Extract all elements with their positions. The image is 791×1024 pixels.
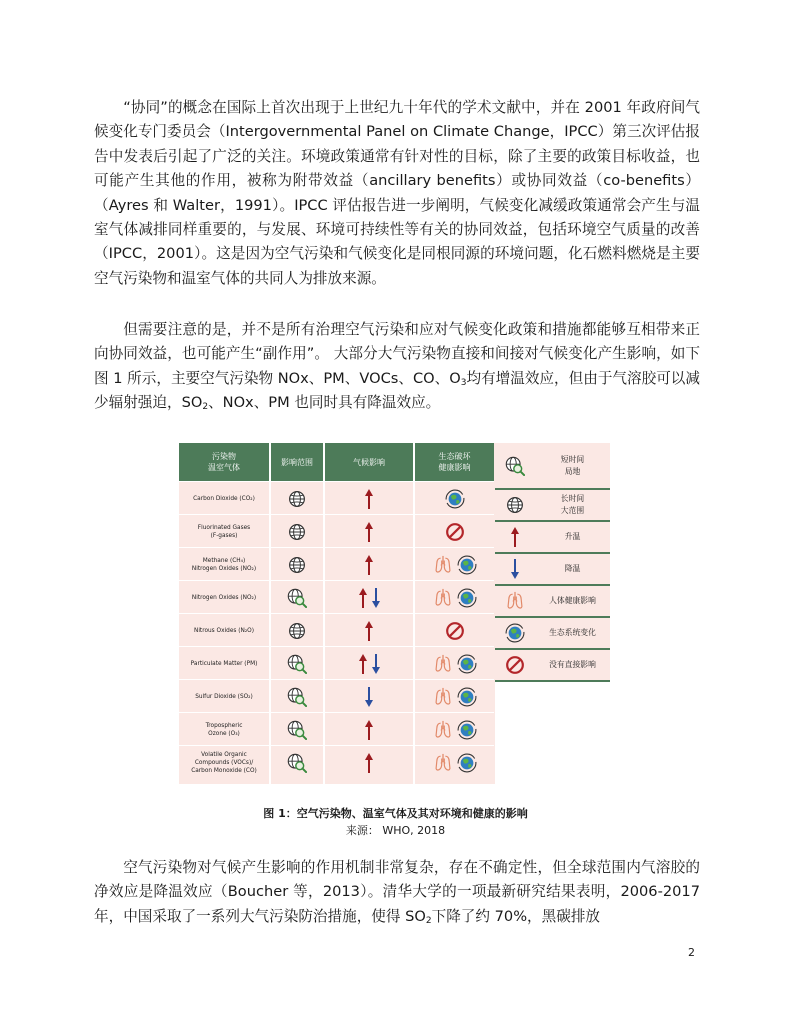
legend-label: 降温 [564,564,581,573]
table-row [179,514,494,548]
pollutant-name: Tropospheric Ozone (O₃) [205,722,243,737]
table-row [179,679,494,713]
p3-text-b: 下降了约 70%，黑碳排放 [431,907,601,925]
eco-health-cell [415,713,494,746]
p2-subscript-o3: 3 [460,377,467,388]
p2-subscript-so2: 2 [202,402,209,413]
p3-text-a: 空气污染物对气候产生影响的作用机制非常复杂，存在不确定性，但全球范围内气溶胶的净效应是降温效应（Boucher 等，2013）。清华大学的一项最新研究结果表明，2006-2017 年，中国采取了一系列大气污染防治措施，使得 SO [94,859,700,925]
warming-arrow-icon [358,587,368,609]
table-row [179,547,494,581]
eco-health-cell [415,746,494,779]
ecosystem-icon [457,588,477,608]
scope-cell [271,647,323,680]
local-magnifier-icon [287,654,307,674]
column-divider [323,443,325,784]
ecosystem-icon [505,623,525,643]
table-row [179,580,494,614]
legend-label: 短时间 局地 [560,454,585,476]
legend-label: 没有直接影响 [549,660,596,669]
table-row [179,613,494,647]
climate-cell [325,680,413,713]
legend-item [495,522,610,554]
warming-arrow-icon [364,719,374,741]
pollutant-name: Volatile Organic Compounds (VOCs)/ Carbon Monoxide (CO) [191,751,257,774]
cooling-arrow-icon [371,587,381,609]
table-row [179,745,494,779]
warming-arrow-icon [510,526,520,548]
globe-icon [288,556,306,574]
paragraph-aerosol-effect [94,856,700,929]
table-row [179,646,494,680]
health-lungs-icon [432,654,454,674]
legend-item [495,618,610,650]
eco-health-cell [415,548,494,581]
legend-label: 人体健康影响 [549,596,596,605]
page-number: 2 [688,946,695,959]
impact-table [179,443,494,784]
legend-item [495,443,610,490]
local-magnifier-icon [287,588,307,608]
scope-cell [271,713,323,746]
cooling-arrow-icon [364,686,374,708]
paragraph-side-effects [94,318,700,416]
header-scope: 影响范围 [281,457,313,467]
globe-icon [288,622,306,640]
figure-legend [495,443,610,784]
cooling-arrow-icon [371,653,381,675]
climate-cell [325,713,413,746]
scope-cell [271,581,323,614]
table-row [179,712,494,746]
legend-item [495,554,610,586]
p3-subscript-so2: 2 [425,915,432,926]
cooling-arrow-icon [510,558,520,580]
eco-health-cell [415,614,494,647]
eco-health-cell [415,680,494,713]
legend-item [495,586,610,618]
eco-health-cell [415,647,494,680]
header-climate: 气候影响 [353,457,385,467]
climate-cell [325,482,413,515]
column-divider [413,443,415,784]
globe-icon [506,496,524,514]
climate-cell [325,515,413,548]
pollutant-name: Fluorinated Gases (F-gases) [197,524,251,539]
scope-cell [271,548,323,581]
column-divider [269,443,271,784]
p2-text-b: 均有增温效应，但由于气溶胶可以减少辐射强迫，SO [94,369,700,412]
climate-cell [325,746,413,779]
local-magnifier-icon [505,456,525,476]
header-eco-health: 生态破坏 健康影响 [438,452,471,472]
legend-label: 升温 [564,532,581,541]
warming-arrow-icon [364,752,374,774]
pollutant-name: Methane (CH₄) Nitrogen Oxides (NO₂) [191,557,257,572]
pollutant-name: Carbon Dioxide (CO₂) [193,495,255,502]
figure-caption: 图 1：空气污染物、温室气体及其对环境和健康的影响 [263,807,528,820]
scope-cell [271,680,323,713]
header-pollutant: 污染物 温室气体 [208,452,240,472]
scope-cell [271,614,323,647]
table-header [179,443,494,481]
paragraph-cobenefits-origin: “协同”的概念在国际上首次出现于上世纪九十年代的学术文献中，并在 2001 年政府间气候变化专门委员会（Intergovernmental Panel on Climate Change，IPCC）第三次评估报告中发表后引起了广泛的关注。环境政策通常有针对性的目标，除了主要的政策目标收益，也可能产生其他的作用，被称为附带效益（ancillary benefits）或协同效益（co-benefits）（Ayres 和 Walter，1991）。IPCC 评估报告进一步阐明，气候变化减缓政策通常会产生与温室气体减排同样重要的，与发展、环境可持续性等有关的协同效益，包括环境空气质量的改善（IPCC，2001）。这是因为空气污染和气候变化是同根同源的环境问题，化石燃料燃烧是主要空气污染物和温室气体的共同人为排放来源。 [94,99,700,287]
warming-arrow-icon [358,653,368,675]
ecosystem-icon [457,687,477,707]
eco-health-cell [415,515,494,548]
eco-health-cell [415,581,494,614]
p2-text-a: 但需要注意的是，并不是所有治理空气污染和应对气候变化政策和措施都能够互相带来正向协同效益，也可能产生“副作用”。 大部分大气污染物直接和间接对气候变化产生影响，如下图 1 所示，主要空气污染物 NOx、PM、VOCs、CO、O [94,321,700,387]
scope-cell [271,515,323,548]
pollutant-name: Particulate Matter (PM) [190,660,258,667]
globe-icon [288,523,306,541]
warming-arrow-icon [364,620,374,642]
local-magnifier-icon [287,753,307,773]
scope-cell [271,746,323,779]
climate-cell [325,581,413,614]
legend-label: 生态系统变化 [549,628,596,637]
ecosystem-icon [445,489,465,509]
ecosystem-icon [457,720,477,740]
health-lungs-icon [432,555,454,575]
warming-arrow-icon [364,488,374,510]
health-lungs-icon [432,720,454,740]
climate-cell [325,647,413,680]
health-lungs-icon [432,687,454,707]
pollutant-name: Sulfur Dioxide (SO₂) [195,693,253,700]
health-lungs-icon [504,591,526,611]
p2-text-c: 、NOx、PM 也同时具有降温效应。 [208,394,441,412]
legend-item [495,490,610,522]
ecosystem-icon [457,555,477,575]
warming-arrow-icon [364,521,374,543]
figure-pollutant-impacts [179,443,610,784]
table-row [179,481,494,515]
no-impact-icon [445,522,465,542]
legend-item [495,650,610,682]
figure-source: 来源： WHO, 2018 [345,824,446,837]
warming-arrow-icon [364,554,374,576]
globe-icon [288,490,306,508]
local-magnifier-icon [287,720,307,740]
eco-health-cell [415,482,494,515]
climate-cell [325,548,413,581]
ecosystem-icon [457,654,477,674]
pollutant-name: Nitrogen Oxides (NO₂) [191,594,257,601]
health-lungs-icon [432,753,454,773]
scope-cell [271,482,323,515]
pollutant-name: Nitrous Oxides (N₂O) [193,627,255,634]
no-impact-icon [445,621,465,641]
health-lungs-icon [432,588,454,608]
legend-label: 长时间 大范围 [560,494,585,515]
ecosystem-icon [457,753,477,773]
no-impact-icon [505,655,525,675]
local-magnifier-icon [287,687,307,707]
climate-cell [325,614,413,647]
